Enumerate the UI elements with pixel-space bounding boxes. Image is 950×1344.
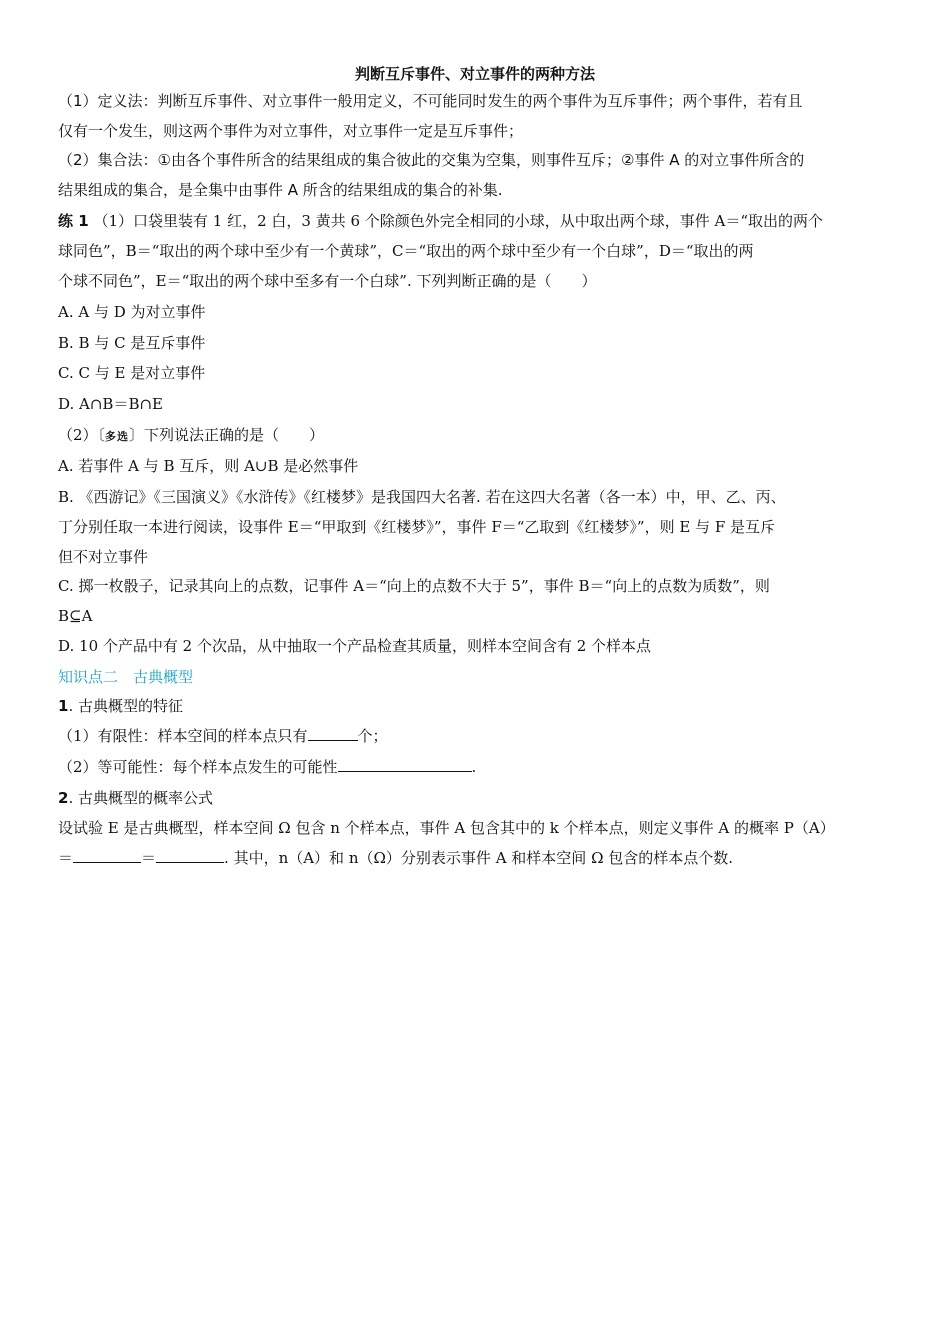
q2-option-c-line-1: C. 掷一枚骰子，记录其向上的点数，记事件 A＝“向上的点数不大于 5”，事件 B＝“向上的点数为质数”，则 — [58, 577, 770, 595]
q2-option-c-line-2: B⊆A — [58, 607, 93, 625]
exercise-q1-text-1: （1）口袋里装有 1 红，2 白，3 黄共 6 个除颜色外完全相同的小球，从中取出两个球，事件 A＝“取出的两个 — [93, 212, 824, 230]
q1-option-d: D. A∩B＝B∩E — [58, 395, 163, 413]
formula-line-2 — [58, 847, 733, 869]
formula-line-1: 设试验 E 是古典概型，样本空间 Ω 包含 n 个样本点，事件 A 包含其中的 k 个样本点，则定义事件 A 的概率 P（A） — [58, 819, 835, 837]
q2-suffix: 〕下列说法正确的是（ ） — [129, 426, 325, 444]
fill-blank — [308, 726, 358, 741]
exercise-label: 练 1 — [58, 212, 89, 230]
q1-option-b: B. B 与 C 是互斥事件 — [58, 334, 206, 352]
q2-option-b-line-1: B. 《西游记》《三国演义》《水浒传》《红楼梦》是我国四大名著. 若在这四大名著（各一本）中，甲、乙、丙、 — [58, 488, 786, 506]
feature-equal-text: （2）等可能性：每个样本点发生的可能性 — [58, 758, 338, 776]
page-title: 判断互斥事件、对立事件的两种方法 — [354, 65, 595, 83]
equals-sign: ＝ — [58, 849, 74, 867]
feature-equal-suffix: . — [471, 758, 477, 776]
q2-option-d: D. 10 个产品中有 2 个次品，从中抽取一个产品检查其质量，则样本空间含有 2 个样本点 — [58, 637, 652, 655]
fill-blank — [73, 848, 141, 863]
feature-finite-suffix: 个； — [357, 727, 388, 745]
subheading-formula — [58, 787, 213, 809]
fill-blank — [156, 848, 224, 863]
q2-option-b-line-3: 但不对立事件 — [58, 548, 149, 566]
exercise-q1-line-1 — [58, 210, 823, 232]
method-line-1: （1）定义法：判断互斥事件、对立事件一般用定义，不可能同时发生的两个事件为互斥事件；两个事件，若有且 — [58, 92, 803, 110]
subheading-number: 1 — [58, 697, 69, 715]
exercise-q1-line-3: 个球不同色”，E＝“取出的两个球中至多有一个白球”. 下列判断正确的是（ ） — [58, 272, 597, 290]
subheading-text: . 古典概型的特征 — [68, 697, 183, 715]
feature-finite — [58, 725, 388, 747]
subheading-number: 2 — [58, 789, 69, 807]
q2-option-b-line-2: 丁分别任取一本进行阅读，设事件 E＝“甲取到《红楼梦》”，事件 F＝“乙取到《红楼梦》”，则 E 与 F 是互斥 — [58, 518, 776, 536]
method-line-3: （2）集合法：①由各个事件所含的结果组成的集合彼此的交集为空集，则事件互斥；②事件 A 的对立事件所含的 — [58, 151, 805, 169]
section-heading: 知识点二 古典概型 — [58, 668, 194, 686]
subheading-features — [58, 695, 183, 717]
feature-finite-text: （1）有限性：样本空间的样本点只有 — [58, 727, 308, 745]
q2-prefix: （2）〔 — [58, 426, 106, 444]
q2-option-a: A. 若事件 A 与 B 互斥，则 A∪B 是必然事件 — [58, 457, 359, 475]
exercise-q2-stem — [58, 424, 324, 448]
feature-equal-likelihood — [58, 756, 476, 778]
q1-option-a: A. A 与 D 为对立事件 — [58, 303, 206, 321]
formula-explanation: . 其中，n（A）和 n（Ω）分别表示事件 A 和样本空间 Ω 包含的样本点个数. — [224, 849, 734, 867]
method-line-4: 结果组成的集合，是全集中由事件 A 所含的结果组成的集合的补集. — [58, 181, 503, 199]
exercise-q1-line-2: 球同色”，B＝“取出的两个球中至少有一个黄球”，C＝“取出的两个球中至少有一个白球”，D＝“取出的两 — [58, 242, 754, 260]
method-line-2: 仅有一个发生，则这两个事件为对立事件，对立事件一定是互斥事件； — [58, 122, 524, 140]
fill-blank — [338, 757, 472, 772]
multi-select-tag: 多选 — [105, 430, 130, 443]
subheading-text: . 古典概型的概率公式 — [68, 789, 213, 807]
q1-option-c: C. C 与 E 是对立事件 — [58, 364, 206, 382]
equals-sign: ＝ — [141, 849, 157, 867]
